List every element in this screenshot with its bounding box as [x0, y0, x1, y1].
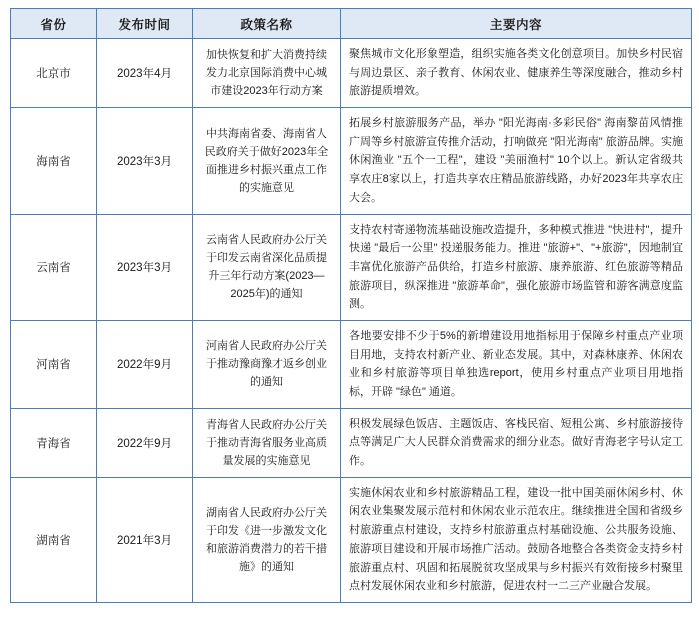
cell-main-content: 各地要安排不少于5%的新增建设用地指标用于保障乡村重点产业项目用地，支持农村新产业、新业态发展。其中，对森林康养、休闲农业和乡村旅游等项目单独选report，使用乡村重点产业项目用地指标，开辟 "绿色" 通道。	[341, 320, 692, 408]
column-header-policy-name: 政策名称	[193, 9, 341, 39]
cell-date: 2022年9月	[97, 408, 193, 477]
cell-province: 青海省	[11, 408, 97, 477]
policy-table	[10, 8, 692, 603]
column-header-date: 发布时间	[97, 9, 193, 39]
cell-main-content: 拓展乡村旅游服务产品，举办 "阳光海南·多彩民俗" 海南黎苗风情推广周等乡村旅游宣传推介活动，打响做亮 "阳光海南" 旅游品牌。实施休闲渔业 "五个一工程"，建设 "美丽渔村" 10个以上。新认定省级共享农庄8家以上，打造共享农庄精品旅游线路，办好2023年共享农庄大会。	[341, 108, 692, 214]
table-row	[11, 39, 692, 108]
cell-policy-name: 青海省人民政府办公厅关于推动青海省服务业高质量发展的实施意见	[193, 408, 341, 477]
cell-main-content: 积极发展绿色饭店、主题饭店、客栈民宿、短租公寓、乡村旅游接待点等满足广大人民群众消费需求的细分业态。做好青海老字号认定工作。	[341, 408, 692, 477]
cell-main-content: 聚焦城市文化形象塑造，组织实施各类文化创意项目。加快乡村民宿与周边景区、亲子教育、休闲农业、健康养生等深度融合，推动乡村旅游提质增效。	[341, 39, 692, 108]
cell-province: 湖南省	[11, 477, 97, 602]
cell-main-content: 实施休闲农业和乡村旅游精品工程，建设一批中国美丽休闲乡村、休闲农业集聚发展示范村和休闲农业示范农庄。继续推进全国和省级乡村旅游重点村建设，支持乡村旅游重点村基础设施、公共服务设施、旅游项目建设和开展市场推广活动。鼓励各地整合各类资金支持乡村旅游重点村、巩固和拓展脱贫攻坚成果与乡村振兴有效衔接乡村聚里点村发展休闲农业和乡村旅游，促进农村一二三产业融合发展。	[341, 477, 692, 602]
cell-date: 2022年9月	[97, 320, 193, 408]
cell-policy-name: 湖南省人民政府办公厅关于印发《进一步激发文化和旅游消费潜力的若干措施》的通知	[193, 477, 341, 602]
cell-policy-name: 云南省人民政府办公厅关于印发云南省深化品质提升三年行动方案(2023—2025年)的通知	[193, 214, 341, 320]
cell-date: 2021年3月	[97, 477, 193, 602]
cell-main-content: 支持农村寄递物流基础设施改造提升，多种模式推进 "快进村"，提升快递 "最后一公里" 投递服务能力。推进 "旅游+"、"+旅游"，因地制宜丰富优化旅游产品供给，打造乡村旅游、康养旅游、红色旅游等精品旅游项目，纵深推进 "旅游革命"，强化旅游市场监管和游客满意度监测。	[341, 214, 692, 320]
table-row	[11, 108, 692, 214]
column-header-main-content: 主要内容	[341, 9, 692, 39]
cell-date: 2023年3月	[97, 214, 193, 320]
cell-policy-name: 河南省人民政府办公厅关于推动豫商豫才返乡创业的通知	[193, 320, 341, 408]
cell-province: 云南省	[11, 214, 97, 320]
cell-province: 北京市	[11, 39, 97, 108]
column-header-province: 省份	[11, 9, 97, 39]
cell-date: 2023年4月	[97, 39, 193, 108]
cell-policy-name: 中共海南省委、海南省人民政府关于做好2023年全面推进乡村振兴重点工作的实施意见	[193, 108, 341, 214]
table-header-row	[11, 9, 692, 39]
cell-policy-name: 加快恢复和扩大消费持续发力北京国际消费中心城市建设2023年行动方案	[193, 39, 341, 108]
cell-province: 河南省	[11, 320, 97, 408]
table-header	[11, 9, 692, 39]
table-row	[11, 320, 692, 408]
table-row	[11, 408, 692, 477]
table-body	[11, 39, 692, 603]
cell-province: 海南省	[11, 108, 97, 214]
cell-date: 2023年3月	[97, 108, 193, 214]
table-row	[11, 214, 692, 320]
table-row	[11, 477, 692, 602]
